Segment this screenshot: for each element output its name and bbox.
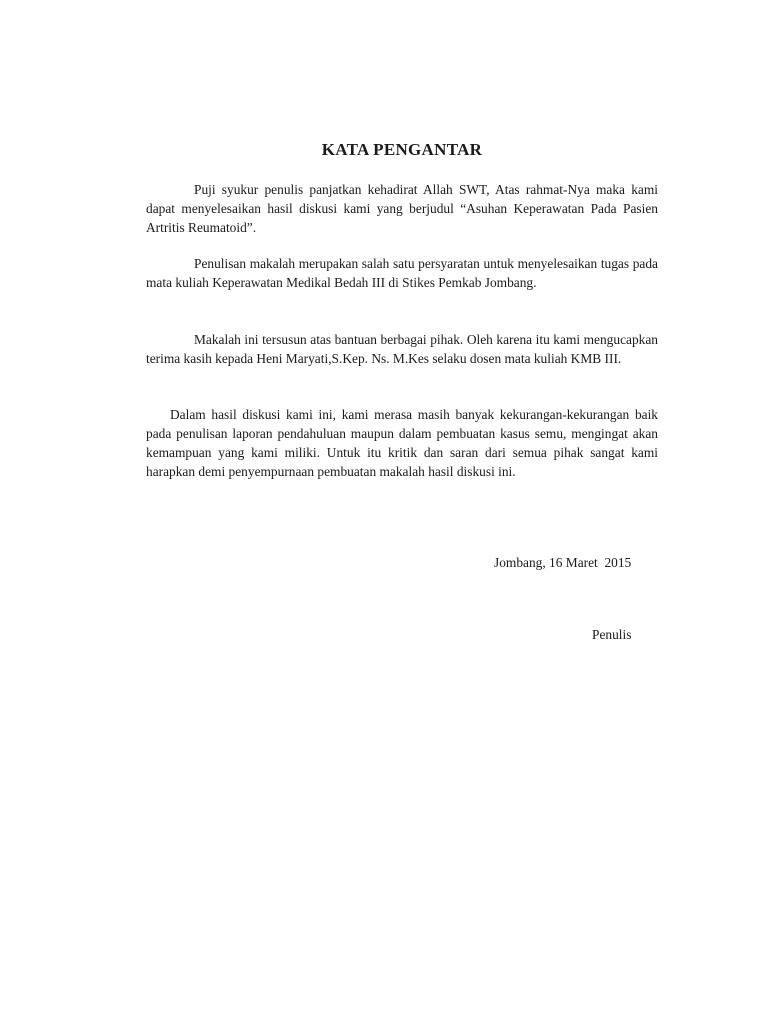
paragraph-1: Puji syukur penulis panjatkan kehadirat Allah SWT, Atas rahmat-Nya maka kami dapat menyelesaikan hasil diskusi kami yang berjudul “Asuhan Keperawatan Pada Pasien Artritis Reumatoid”.: [146, 182, 658, 235]
place-date: Jombang, 16 Maret 2015: [494, 555, 632, 570]
paragraph-2: Penulisan makalah merupakan salah satu persyaratan untuk menyelesaikan tugas pada mata kuliah Keperawatan Medikal Bedah III di Stikes Pemkab Jombang.: [146, 256, 658, 290]
page-title: KATA PENGANTAR: [321, 140, 483, 159]
signer-name: Penulis: [592, 627, 632, 642]
paragraph-4: Dalam hasil diskusi kami ini, kami merasa masih banyak kekurangan-kekurangan baik pada penulisan laporan pendahuluan maupun dalam pembuatan kasus semu, mengingat akan kemampuan yang kami miliki. Untuk itu kritik dan saran dari semua pihak sangat kami harapkan demi penyempurnaan pembuatan makalah hasil diskusi ini.: [146, 407, 658, 479]
paragraph-3: Makalah ini tersusun atas bantuan berbagai pihak. Oleh karena itu kami mengucapkan terima kasih kepada Heni Maryati,S.Kep. Ns. M.Kes selaku dosen mata kuliah KMB III.: [146, 332, 658, 366]
